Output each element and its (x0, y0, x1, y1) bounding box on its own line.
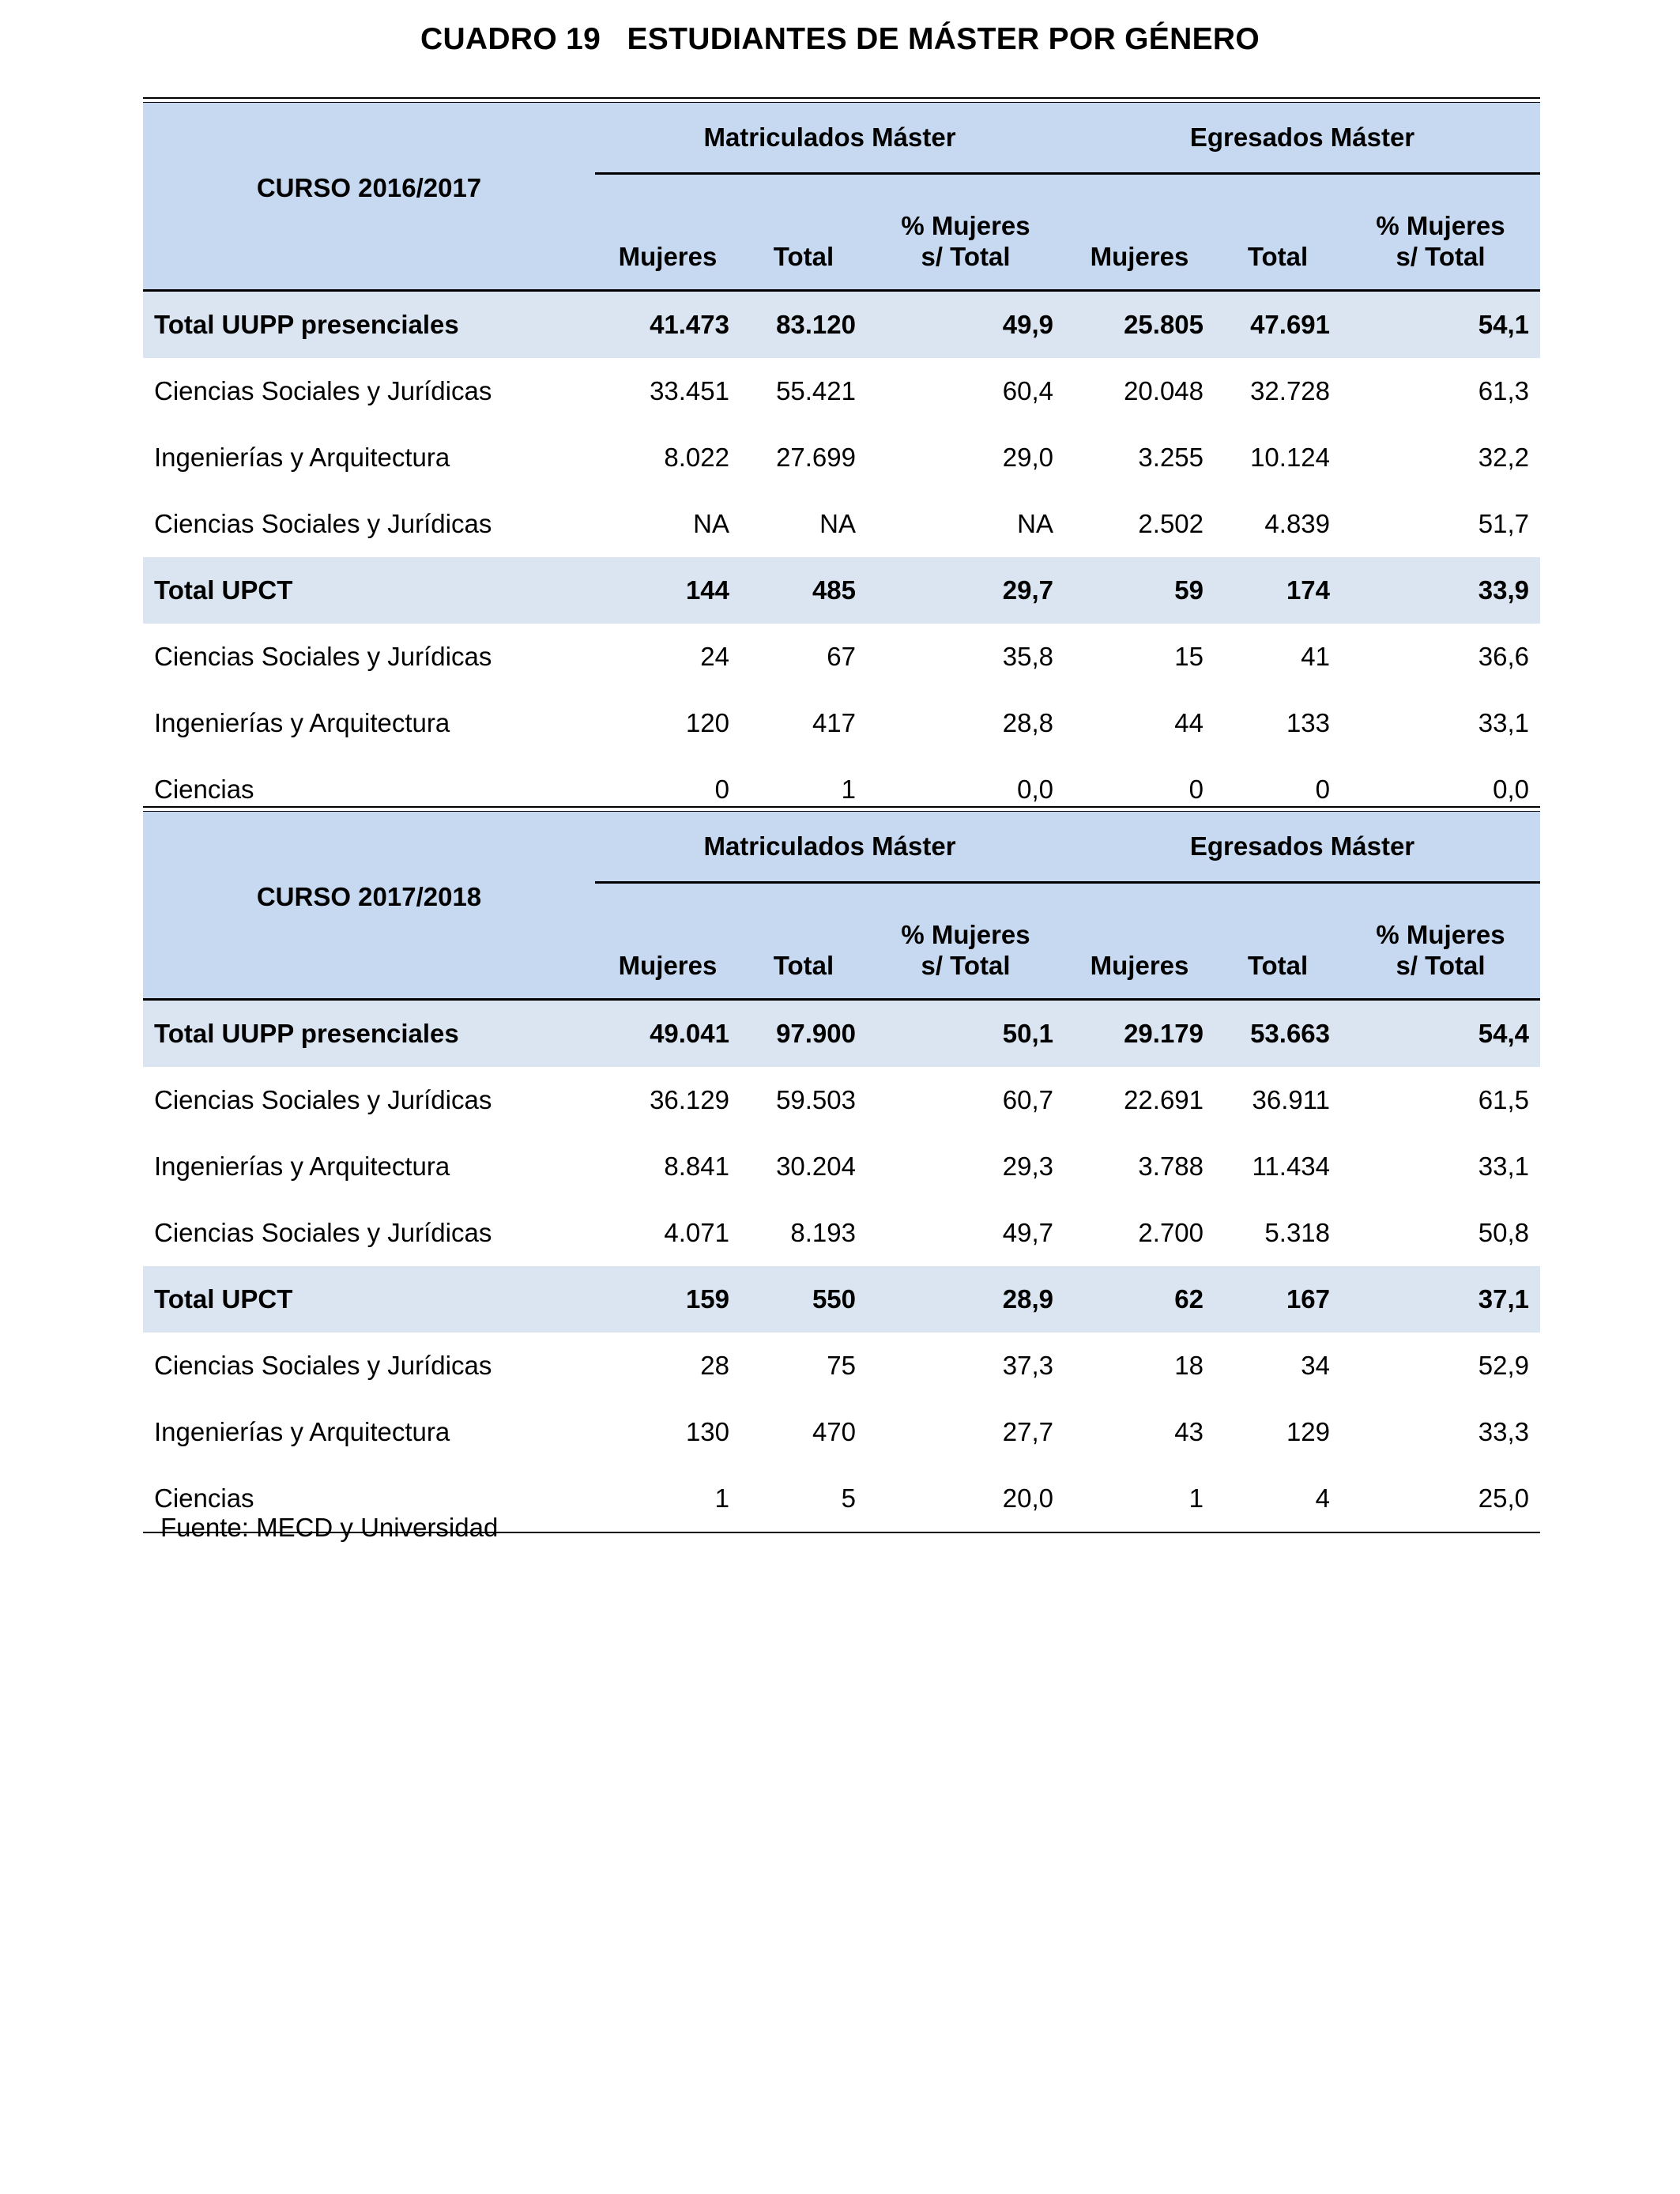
table-block-2017-2018 (143, 806, 1540, 1533)
cell-value: 4.839 (1264, 509, 1331, 538)
cell-value: 44 (1174, 708, 1204, 737)
cell-value: 37,3 (1002, 1351, 1054, 1380)
data-table (143, 103, 1540, 823)
col-header-total: Total (740, 883, 867, 1000)
cell-value: 62 (1064, 1266, 1215, 1333)
cell-value: 53.663 (1215, 1000, 1341, 1068)
cell-value: 54,4 (1341, 1000, 1540, 1068)
table-row (143, 1133, 1540, 1200)
cell-value: 15 (1174, 642, 1204, 671)
cell-value: 10.124 (1250, 443, 1331, 472)
cell-value: 49,9 (867, 291, 1064, 359)
cell-value: 4 (1315, 1483, 1331, 1513)
cell-value: 61,5 (1478, 1085, 1530, 1114)
row-label: Total UPCT (143, 557, 595, 624)
row-label: Ciencias Sociales y Jurídicas (154, 509, 492, 538)
cell-value: 28,9 (867, 1266, 1064, 1333)
cell-value: 43 (1174, 1417, 1204, 1446)
cell-value: 33,1 (1478, 1152, 1530, 1181)
cell-value: 28 (700, 1351, 729, 1380)
cell-value: 25,0 (1478, 1483, 1530, 1513)
cell-value: 120 (685, 708, 729, 737)
col-header-pct-mujeres: % Mujeres s/ Total (1341, 883, 1540, 1000)
cell-value: 50,8 (1478, 1218, 1530, 1247)
row-label: Ciencias Sociales y Jurídicas (154, 1351, 492, 1380)
cell-value: 25.805 (1064, 291, 1215, 359)
cell-value: 28,8 (1002, 708, 1054, 737)
cell-value: 1 (1188, 1483, 1204, 1513)
group-header-matriculados: Matriculados Máster (595, 812, 1064, 883)
cell-value: 52,9 (1478, 1351, 1530, 1380)
curso-label: CURSO 2016/2017 (143, 103, 595, 291)
cell-value: 0 (714, 775, 729, 804)
cell-value: 144 (595, 557, 740, 624)
cell-value: 32.728 (1250, 376, 1331, 405)
table-top-rule (143, 97, 1540, 103)
cell-value: 60,4 (1002, 376, 1054, 405)
cell-value: 36,6 (1478, 642, 1530, 671)
cell-value: 1 (714, 1483, 729, 1513)
cell-value: 3.788 (1138, 1152, 1204, 1181)
cell-value: 0,0 (1493, 775, 1530, 804)
row-label: Ingenierías y Arquitectura (154, 708, 450, 737)
cell-value: 36.129 (650, 1085, 729, 1114)
row-label: Ingenierías y Arquitectura (154, 443, 450, 472)
cell-value: 1 (841, 775, 856, 804)
cell-value: 54,1 (1341, 291, 1540, 359)
total-row (143, 291, 1540, 359)
row-label: Ciencias Sociales y Jurídicas (154, 1085, 492, 1114)
cell-value: 97.900 (740, 1000, 867, 1068)
cell-value: 167 (1215, 1266, 1341, 1333)
col-header-mujeres: Mujeres (1064, 883, 1215, 1000)
table-row (143, 358, 1540, 424)
page-title: CUADRO 19 ESTUDIANTES DE MÁSTER POR GÉNERO (420, 22, 1260, 56)
group-header-egresados: Egresados Máster (1064, 812, 1540, 883)
cell-value: NA (1017, 509, 1054, 538)
cell-value: 61,3 (1478, 376, 1530, 405)
row-label: Ciencias (154, 775, 254, 804)
table-block-2016-2017 (143, 97, 1540, 823)
cell-value: 33,9 (1341, 557, 1540, 624)
col-header-pct-mujeres: % Mujeres s/ Total (867, 174, 1064, 291)
cell-value: 36.911 (1252, 1085, 1331, 1114)
row-label: Ciencias Sociales y Jurídicas (154, 376, 492, 405)
cell-value: 29,3 (1002, 1152, 1054, 1181)
cell-value: 33,1 (1478, 708, 1530, 737)
cell-value: 29.179 (1064, 1000, 1215, 1068)
data-table (143, 812, 1540, 1532)
cell-value: 11.434 (1252, 1152, 1331, 1181)
cell-value: 20,0 (1002, 1483, 1054, 1513)
cell-value: 29,7 (867, 557, 1064, 624)
cell-value: 129 (1286, 1417, 1331, 1446)
col-header-mujeres: Mujeres (595, 883, 740, 1000)
cell-value: 37,1 (1341, 1266, 1540, 1333)
cell-value: 8.193 (790, 1218, 856, 1247)
cell-value: 18 (1174, 1351, 1204, 1380)
cell-value: NA (693, 509, 729, 538)
cell-value: 59.503 (776, 1085, 856, 1114)
cell-value: 47.691 (1215, 291, 1341, 359)
row-label: Ingenierías y Arquitectura (154, 1417, 450, 1446)
cell-value: 30.204 (776, 1152, 856, 1181)
cell-value: 27.699 (776, 443, 856, 472)
group-header-matriculados: Matriculados Máster (595, 103, 1064, 174)
table-row (143, 1333, 1540, 1399)
row-label: Total UUPP presenciales (143, 291, 595, 359)
table-row (143, 1067, 1540, 1133)
source-note: Fuente: MECD y Universidad (160, 1513, 499, 1542)
cell-value: 4.071 (664, 1218, 729, 1247)
row-label: Total UUPP presenciales (143, 1000, 595, 1068)
cell-value: 130 (685, 1417, 729, 1446)
cell-value: 550 (740, 1266, 867, 1333)
group-header-egresados: Egresados Máster (1064, 103, 1540, 174)
cell-value: 0 (1315, 775, 1331, 804)
col-header-mujeres: Mujeres (595, 174, 740, 291)
total-row (143, 1266, 1540, 1333)
table-top-rule (143, 806, 1540, 812)
row-label: Ciencias Sociales y Jurídicas (154, 1218, 492, 1247)
cell-value: 59 (1064, 557, 1215, 624)
cell-value: 50,1 (867, 1000, 1064, 1068)
curso-label: CURSO 2017/2018 (143, 812, 595, 1000)
total-row (143, 1000, 1540, 1068)
row-label: Total UPCT (143, 1266, 595, 1333)
row-label: Ciencias Sociales y Jurídicas (154, 642, 492, 671)
cell-value: 159 (595, 1266, 740, 1333)
cell-value: 83.120 (740, 291, 867, 359)
cell-value: 75 (827, 1351, 856, 1380)
table-row (143, 690, 1540, 756)
cell-value: 41 (1301, 642, 1331, 671)
cell-value: 5.318 (1264, 1218, 1331, 1247)
cell-value: 41.473 (595, 291, 740, 359)
cell-value: 32,2 (1478, 443, 1530, 472)
cell-value: 2.700 (1138, 1218, 1204, 1247)
col-header-total: Total (1215, 883, 1341, 1000)
cell-value: 49.041 (595, 1000, 740, 1068)
cell-value: 34 (1301, 1351, 1331, 1380)
col-header-pct-mujeres: % Mujeres s/ Total (1341, 174, 1540, 291)
cell-value: 49,7 (1002, 1218, 1054, 1247)
cell-value: 24 (700, 642, 729, 671)
cell-value: 67 (827, 642, 856, 671)
col-header-total: Total (740, 174, 867, 291)
cell-value: 417 (812, 708, 856, 737)
cell-value: 0 (1188, 775, 1204, 804)
col-header-total: Total (1215, 174, 1341, 291)
table-row (143, 624, 1540, 690)
cell-value: 55.421 (776, 376, 856, 405)
cell-value: 51,7 (1478, 509, 1530, 538)
cell-value: 27,7 (1002, 1417, 1054, 1446)
cell-value: 470 (812, 1417, 856, 1446)
cell-value: 33.451 (650, 376, 729, 405)
cell-value: 2.502 (1138, 509, 1204, 538)
cell-value: 20.048 (1124, 376, 1204, 405)
cell-value: 3.255 (1138, 443, 1204, 472)
row-label: Ingenierías y Arquitectura (154, 1152, 450, 1181)
table-row (143, 1399, 1540, 1465)
cell-value: 35,8 (1002, 642, 1054, 671)
table-row (143, 424, 1540, 491)
cell-value: 33,3 (1478, 1417, 1530, 1446)
cell-value: 0,0 (1017, 775, 1054, 804)
cell-value: 22.691 (1124, 1085, 1204, 1114)
cell-value: 133 (1286, 708, 1331, 737)
cell-value: NA (819, 509, 856, 538)
table-row (143, 1200, 1540, 1266)
cell-value: 174 (1215, 557, 1341, 624)
cell-value: 60,7 (1002, 1085, 1054, 1114)
cell-value: 485 (740, 557, 867, 624)
row-label: Ciencias (154, 1483, 254, 1513)
cell-value: 8.022 (664, 443, 729, 472)
cell-value: 8.841 (664, 1152, 729, 1181)
col-header-mujeres: Mujeres (1064, 174, 1215, 291)
cell-value: 29,0 (1002, 443, 1054, 472)
table-row (143, 491, 1540, 557)
col-header-pct-mujeres: % Mujeres s/ Total (867, 883, 1064, 1000)
total-row (143, 557, 1540, 624)
cell-value: 5 (841, 1483, 856, 1513)
